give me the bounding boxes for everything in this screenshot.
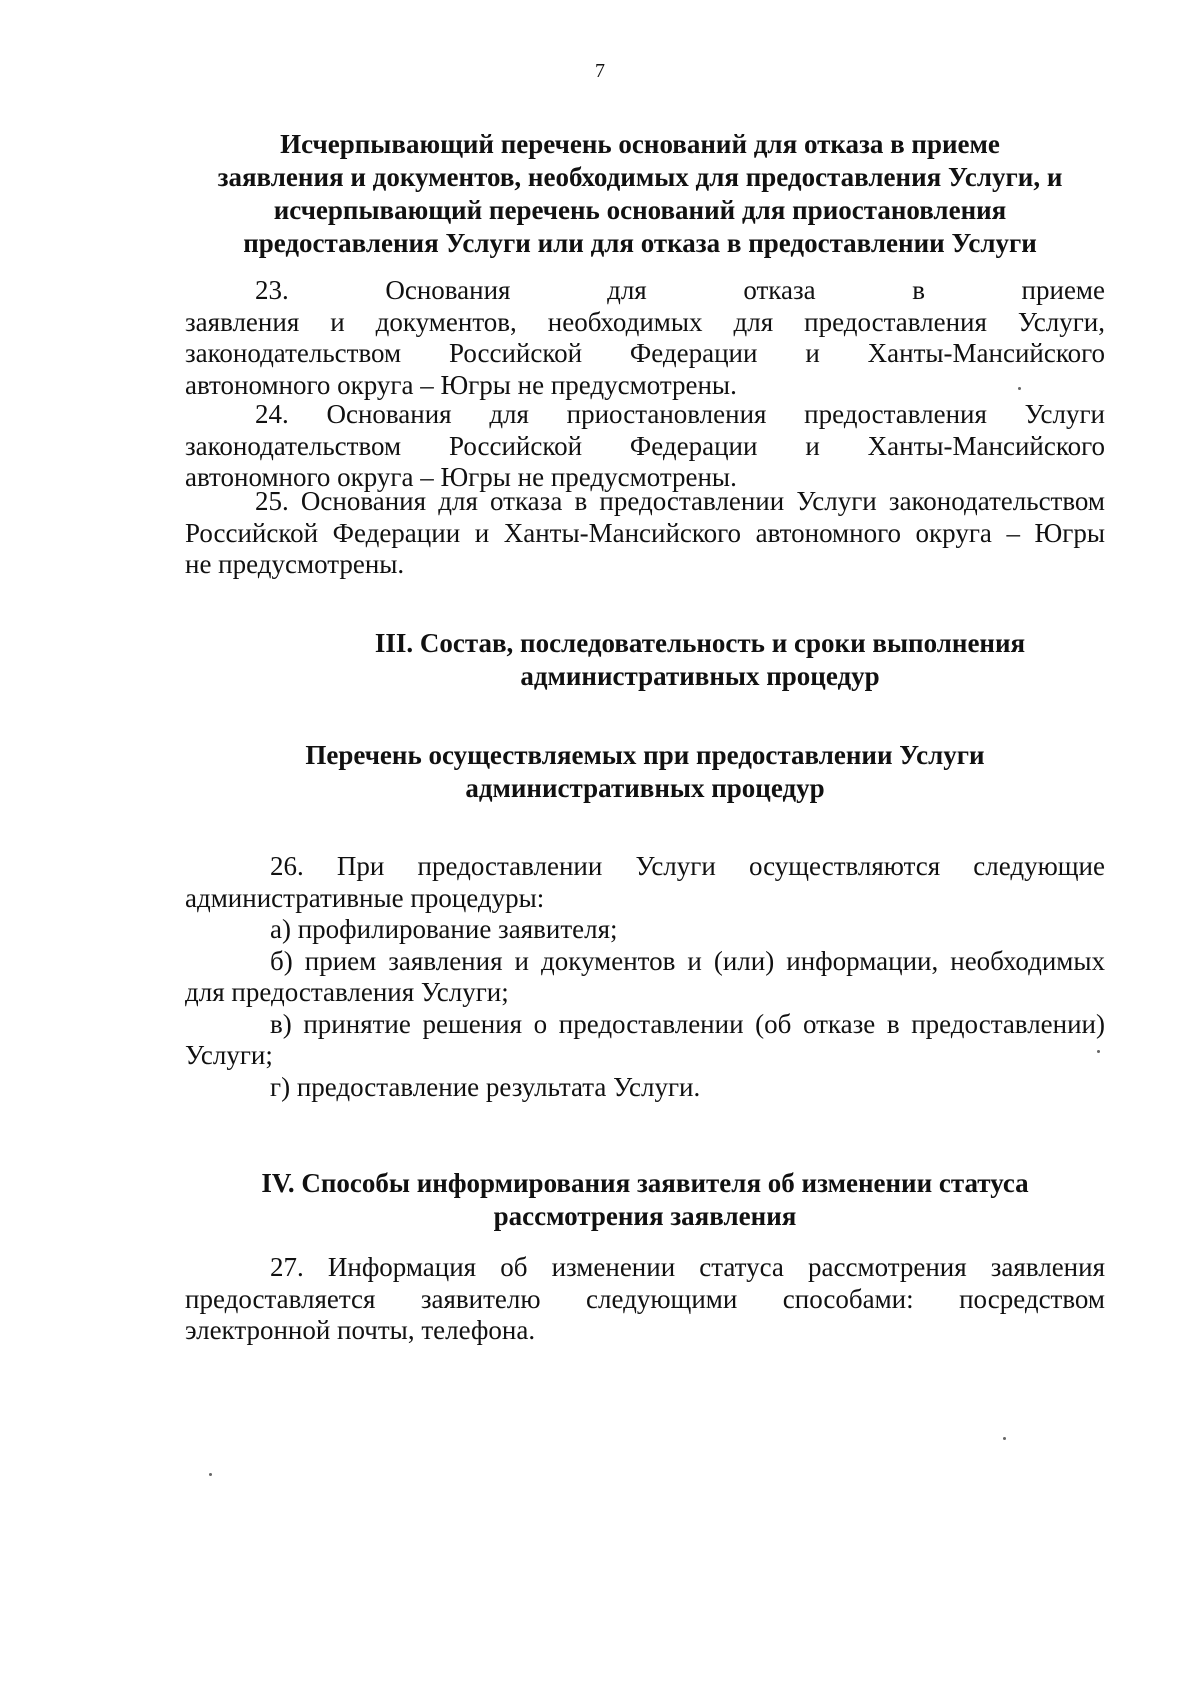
section-heading-iv (145, 1167, 1145, 1233)
paragraph-24 (185, 399, 1105, 494)
word: Основания (385, 275, 511, 305)
paragraph-line: не предусмотрены. (185, 549, 405, 579)
heading-line: рассмотрения заявления (493, 1201, 797, 1231)
heading-line: IV. Способы информирования заявителя об изменении статуса (261, 1168, 1029, 1198)
scan-speck (1018, 387, 1021, 390)
scan-speck (1097, 1050, 1100, 1053)
word: отказа (743, 275, 816, 305)
paragraph-line: предоставляется заявителю следующими способами: посредством (185, 1283, 1105, 1314)
paragraph-25 (185, 486, 1105, 581)
paragraph-23 (185, 275, 1105, 401)
section-heading-iii (210, 627, 1190, 693)
paragraph-line: 26. При предоставлении Услуги осуществляются следующие (270, 851, 1105, 881)
list-item: а) профилирование заявителя; (270, 914, 618, 944)
heading-line: Перечень осуществляемых при предоставлении Услуги (305, 740, 985, 770)
heading-refusal-grounds (150, 128, 1130, 260)
heading-line: административных процедур (465, 773, 825, 803)
word: приеме (1021, 275, 1105, 305)
heading-line: заявления и документов, необходимых для предоставления Услуги, и (217, 162, 1063, 192)
paragraph-line: 24. Основания для приостановления предоставления Услуги (255, 399, 1105, 429)
paragraph-line: законодательством Российской Федерации и Ханты-Мансийского (185, 430, 1105, 461)
heading-procedures-list (155, 739, 1135, 805)
heading-line: исчерпывающий перечень оснований для приостановления (273, 195, 1007, 225)
paragraph-line: административные процедуры: (185, 882, 545, 913)
heading-line: предоставления Услуги или для отказа в предоставлении Услуги (243, 228, 1037, 258)
word: в (912, 275, 925, 305)
scan-speck (1003, 1437, 1006, 1440)
paragraph-line: заявления и документов, необходимых для предоставления Услуги, (185, 306, 1105, 337)
heading-line: Исчерпывающий перечень оснований для отказа в приеме (280, 129, 1000, 159)
list-item: г) предоставление результата Услуги. (270, 1071, 701, 1102)
word: 23. (255, 275, 289, 305)
paragraph-26 (185, 851, 1105, 1103)
paragraph-27 (185, 1252, 1105, 1347)
list-item: б) прием заявления и документов и (или) информации, необходимых (270, 945, 1105, 976)
scan-speck (209, 1473, 212, 1476)
word: для (607, 275, 647, 305)
paragraph-line: автономного округа – Югры не предусмотрены. (185, 369, 737, 400)
list-item: в) принятие решения о предоставлении (об отказе в предоставлении) (270, 1008, 1105, 1039)
heading-line: III. Состав, последовательность и сроки выполнения (374, 628, 1026, 658)
paragraph-line: автономного округа – Югры не предусмотрены. (185, 462, 737, 492)
paragraph-line: 27. Информация об изменении статуса рассмотрения заявления (270, 1252, 1105, 1282)
paragraph-line: законодательством Российской Федерации и Ханты-Мансийского (185, 338, 1105, 368)
paragraph-line: Услуги; (185, 1040, 273, 1070)
paragraph-line: для предоставления Услуги; (185, 977, 509, 1007)
heading-line: административных процедур (520, 661, 880, 691)
paragraph-line: электронной почты, телефона. (185, 1315, 536, 1345)
page-number: 7 (595, 60, 605, 82)
paragraph-line: Российской Федерации и Ханты-Мансийского автономного округа – Югры (185, 517, 1105, 548)
paragraph-line: 25. Основания для отказа в предоставлении Услуги законодательством (255, 486, 1105, 516)
paragraph-line (185, 275, 1105, 307)
